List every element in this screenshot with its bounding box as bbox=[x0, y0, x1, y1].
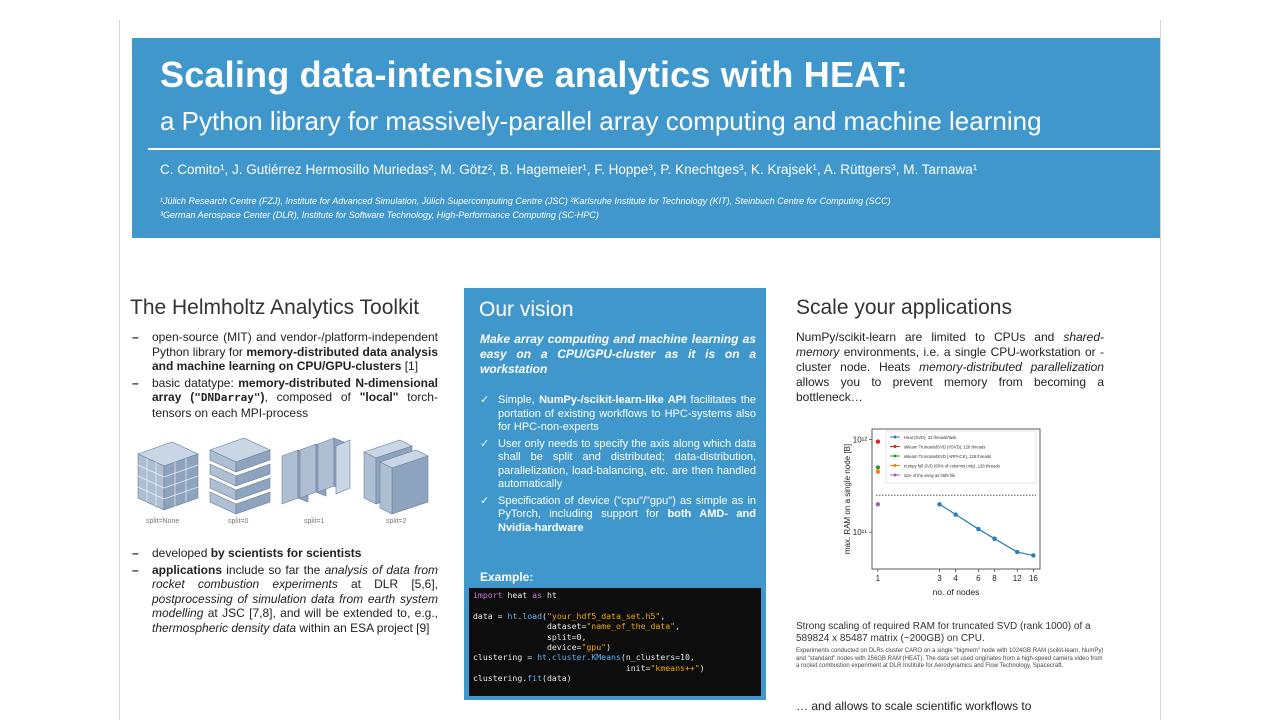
code-token: "name_of_the_data" bbox=[586, 621, 676, 632]
text: User only needs to specify the axis along which data shall be split and distributed; data-distribution, parallelization, load-balancing, etc. are then handled automatically bbox=[498, 437, 756, 490]
x-axis-label: no. of nodes bbox=[932, 587, 980, 597]
list-item bbox=[130, 376, 438, 421]
text-bold: by scientists for scientists bbox=[210, 546, 362, 560]
data-point bbox=[1031, 553, 1035, 557]
header-divider bbox=[148, 148, 1160, 150]
x-tick-label: 1 bbox=[875, 574, 881, 583]
code-token: heat bbox=[502, 590, 533, 600]
text-bold: "local" bbox=[359, 390, 399, 404]
text: within an ESA project [9] bbox=[296, 620, 430, 635]
cube-split-1 bbox=[278, 432, 356, 516]
chart-svg bbox=[810, 419, 1050, 615]
affiliation-line-2: ³German Aerospace Center (DLR), Institute for Software Technology, High-Performance Computing (SC-HPC) bbox=[160, 210, 599, 220]
check-icon: ✓ bbox=[480, 394, 490, 406]
continuation-text: … and allows to scale scientific workflows to bbox=[796, 698, 1032, 713]
legend-label: sklearn TruncatedSVD (r/SVD), 128 threads bbox=[904, 444, 986, 450]
data-point bbox=[976, 527, 980, 531]
text: basic datatype: bbox=[152, 375, 239, 390]
y-tick-label: 10¹¹ bbox=[852, 528, 867, 538]
cube-caption: split=0 bbox=[228, 518, 249, 525]
page-edge-right bbox=[1160, 20, 1161, 720]
text-bold: applications bbox=[152, 562, 223, 577]
code-token: ht bbox=[542, 590, 557, 600]
text: facilitates the portation of existing workflows to HPC-systems also for HPC-non-experts bbox=[498, 394, 756, 433]
text: Simple, bbox=[498, 394, 540, 406]
data-point bbox=[1015, 550, 1019, 554]
helmholtz-toolkit-section bbox=[130, 296, 438, 637]
text: Specification of device ("cpu"/"gpu") as simple as in PyTorch, including support for bbox=[498, 494, 756, 520]
text: , composed of bbox=[264, 390, 360, 404]
legend-marker bbox=[894, 464, 897, 467]
feature-list bbox=[130, 330, 438, 420]
code-token: ht.load bbox=[507, 610, 543, 621]
page-edge-left bbox=[119, 20, 120, 720]
vision-section bbox=[464, 288, 766, 700]
poster-subtitle: a Python library for massively-parallel array computing and machine learning bbox=[160, 106, 1042, 136]
legend-marker bbox=[894, 455, 897, 458]
code-token: "gpu" bbox=[581, 642, 607, 653]
legend-label: numpy full SVD (60% of columns only), 128 threads bbox=[904, 463, 1000, 469]
legend-label: sklearn TruncatedSVD (ARPACK), 128 threads bbox=[904, 454, 992, 459]
example-label: Example: bbox=[480, 570, 534, 584]
text-bold: both AMD- and Nvidia-hardware bbox=[498, 508, 756, 534]
data-point bbox=[876, 439, 880, 443]
text: at DLR [5,6], bbox=[337, 577, 438, 591]
x-tick-label: 16 bbox=[1028, 574, 1038, 583]
code-token: , bbox=[660, 610, 666, 621]
feature-list-2 bbox=[130, 546, 438, 635]
text-bold: NumPy-/scikit-learn-like API bbox=[539, 394, 687, 406]
poster-header bbox=[132, 38, 1160, 238]
legend-marker bbox=[894, 474, 897, 477]
vision-lead: Make array computing and machine learning as easy on a CPU/GPU-cluster as it is on a workstation bbox=[480, 332, 756, 376]
data-point bbox=[876, 469, 880, 473]
text: at JSC [7,8], and will be extended to, e.g., bbox=[203, 606, 438, 620]
text-italic: thermospheric density data bbox=[152, 620, 297, 635]
legend-label: size of the array as h5f5 file bbox=[904, 473, 956, 478]
text-bold: ) bbox=[260, 390, 265, 404]
cube-caption: split=1 bbox=[304, 518, 325, 525]
series-line bbox=[940, 504, 1034, 555]
x-tick-label: 4 bbox=[953, 574, 958, 583]
x-tick-label: 6 bbox=[976, 574, 981, 583]
code-token: ) bbox=[699, 662, 705, 673]
text: NumPy/scikit-learn are limited to CPUs and bbox=[796, 330, 1064, 344]
check-icon: ✓ bbox=[480, 494, 490, 507]
code-example bbox=[469, 588, 761, 696]
code-token: init= bbox=[473, 662, 651, 673]
section-title: Our vision bbox=[479, 298, 574, 321]
code-token: "your_hdf5_data_set.h5" bbox=[546, 610, 661, 621]
list-item bbox=[130, 546, 438, 561]
legend-marker bbox=[894, 436, 897, 439]
text-italic: memory-distributed parallelization bbox=[919, 360, 1104, 374]
check-icon: ✓ bbox=[480, 437, 490, 450]
code-token: data = bbox=[473, 610, 508, 621]
vision-checklist bbox=[480, 394, 756, 538]
section-title: The Helmholtz Analytics Toolkit bbox=[130, 296, 420, 319]
cube-split-2 bbox=[360, 432, 438, 516]
split-cubes-figure bbox=[132, 432, 438, 532]
cube-caption: split=2 bbox=[386, 518, 407, 525]
text: torch-tensors on each MPI-process bbox=[152, 390, 438, 420]
chart-footnote: Experiments conducted on DLRs cluster CARO on a single "bigmem" node with 1024GB RAM (scikit-learn, NumPy) and "standard" nodes with 256GB RAM (HEAT). The data set used originates from a high-speed camera video from a rocket combustion experiment at DLR Institute for Aerodynamics and Flow Technology, Spacecraft. bbox=[796, 648, 1104, 669]
code-token: ) bbox=[606, 642, 612, 653]
list-item bbox=[130, 563, 438, 636]
text: include so far the bbox=[222, 562, 325, 577]
text-italic: analysis of data from rocket combustion experiments bbox=[152, 562, 438, 591]
code-token: "kmeans++" bbox=[650, 662, 700, 673]
code-token: import bbox=[473, 590, 503, 600]
text-bold: memory-distributed N-dimensional array ( bbox=[152, 375, 438, 404]
list-item bbox=[480, 394, 756, 435]
code-token: as bbox=[532, 590, 543, 600]
text: allows you to prevent memory from becoming a bottleneck… bbox=[796, 375, 1104, 404]
code-token: split=0, bbox=[473, 631, 587, 642]
code-token: (n_clusters=10, bbox=[620, 652, 695, 663]
text: open-source (MIT) and vendor-/platform-independent Python library for bbox=[152, 330, 438, 359]
code-token: (data) bbox=[542, 673, 572, 684]
code-token: device= bbox=[473, 642, 582, 653]
text-italic: postprocessing of simulation data from earth system modelling bbox=[152, 591, 438, 620]
cube-split-0 bbox=[204, 432, 276, 516]
data-point bbox=[937, 502, 941, 506]
data-point bbox=[876, 502, 880, 506]
code-token: , bbox=[675, 621, 681, 632]
data-point bbox=[992, 536, 996, 540]
chart-caption: Strong scaling of required RAM for truncated SVD (rank 1000) of a 589824 x 85487 matrix (~200GB) on CPU. bbox=[796, 621, 1091, 644]
code-token: clustering = bbox=[473, 652, 538, 663]
ram-scaling-chart bbox=[810, 419, 1050, 615]
code-token: fit bbox=[527, 673, 543, 684]
x-tick-label: 3 bbox=[937, 574, 942, 583]
poster-title: Scaling data-intensive analytics with HEAT: bbox=[160, 54, 909, 95]
code-token: clustering. bbox=[473, 673, 528, 684]
author-list: C. Comito¹, J. Gutiérrez Hermosillo Muriedas², M. Götz², B. Hagemeier¹, F. Hoppe³, P. Knechtges³, K. Krajsek¹, A. Rüttgers³, M. Tarnawa¹ bbox=[160, 162, 978, 177]
code-dndarray: "DNDarray" bbox=[194, 391, 261, 404]
scale-section bbox=[796, 296, 1104, 713]
x-tick-label: 8 bbox=[992, 574, 997, 583]
data-point bbox=[953, 512, 957, 516]
list-item bbox=[480, 495, 756, 536]
code-token: dataset= bbox=[473, 621, 587, 632]
list-item bbox=[480, 438, 756, 492]
code-token: ht.cluster.KMeans bbox=[537, 652, 621, 663]
x-tick-label: 12 bbox=[1012, 574, 1022, 583]
y-tick-label: 10¹² bbox=[852, 435, 867, 445]
scale-paragraph bbox=[796, 330, 1104, 405]
y-axis-label: max. RAM on a single node [B] bbox=[843, 443, 852, 555]
cube-split-none bbox=[132, 432, 204, 516]
text: developed bbox=[152, 546, 211, 560]
text: [1] bbox=[401, 359, 419, 373]
text-bold: memory-distributed data analysis and machine learning on CPU/GPU-clusters bbox=[152, 344, 438, 373]
cube-caption: split=None bbox=[146, 518, 180, 525]
affiliation-line-1: ¹Jülich Research Centre (FZJ), Institute for Advanced Simulation, Jülich Supercomputing Centre (JSC) ²Karlsruhe Institute for Technology (KIT), Steinbuch Centre for Computing (SCC) bbox=[160, 196, 891, 206]
section-title: Scale your applications bbox=[796, 296, 1012, 319]
text-italic: shared-memory bbox=[796, 330, 1104, 359]
list-item bbox=[130, 330, 438, 374]
legend-label: Heat (SVD), 32 threads/task bbox=[904, 435, 957, 440]
data-point bbox=[876, 465, 880, 469]
text: environments, i.e. a single CPU-workstation or -cluster node. Heats bbox=[796, 345, 1104, 374]
legend-marker bbox=[894, 445, 897, 448]
code-token: ( bbox=[542, 610, 547, 621]
